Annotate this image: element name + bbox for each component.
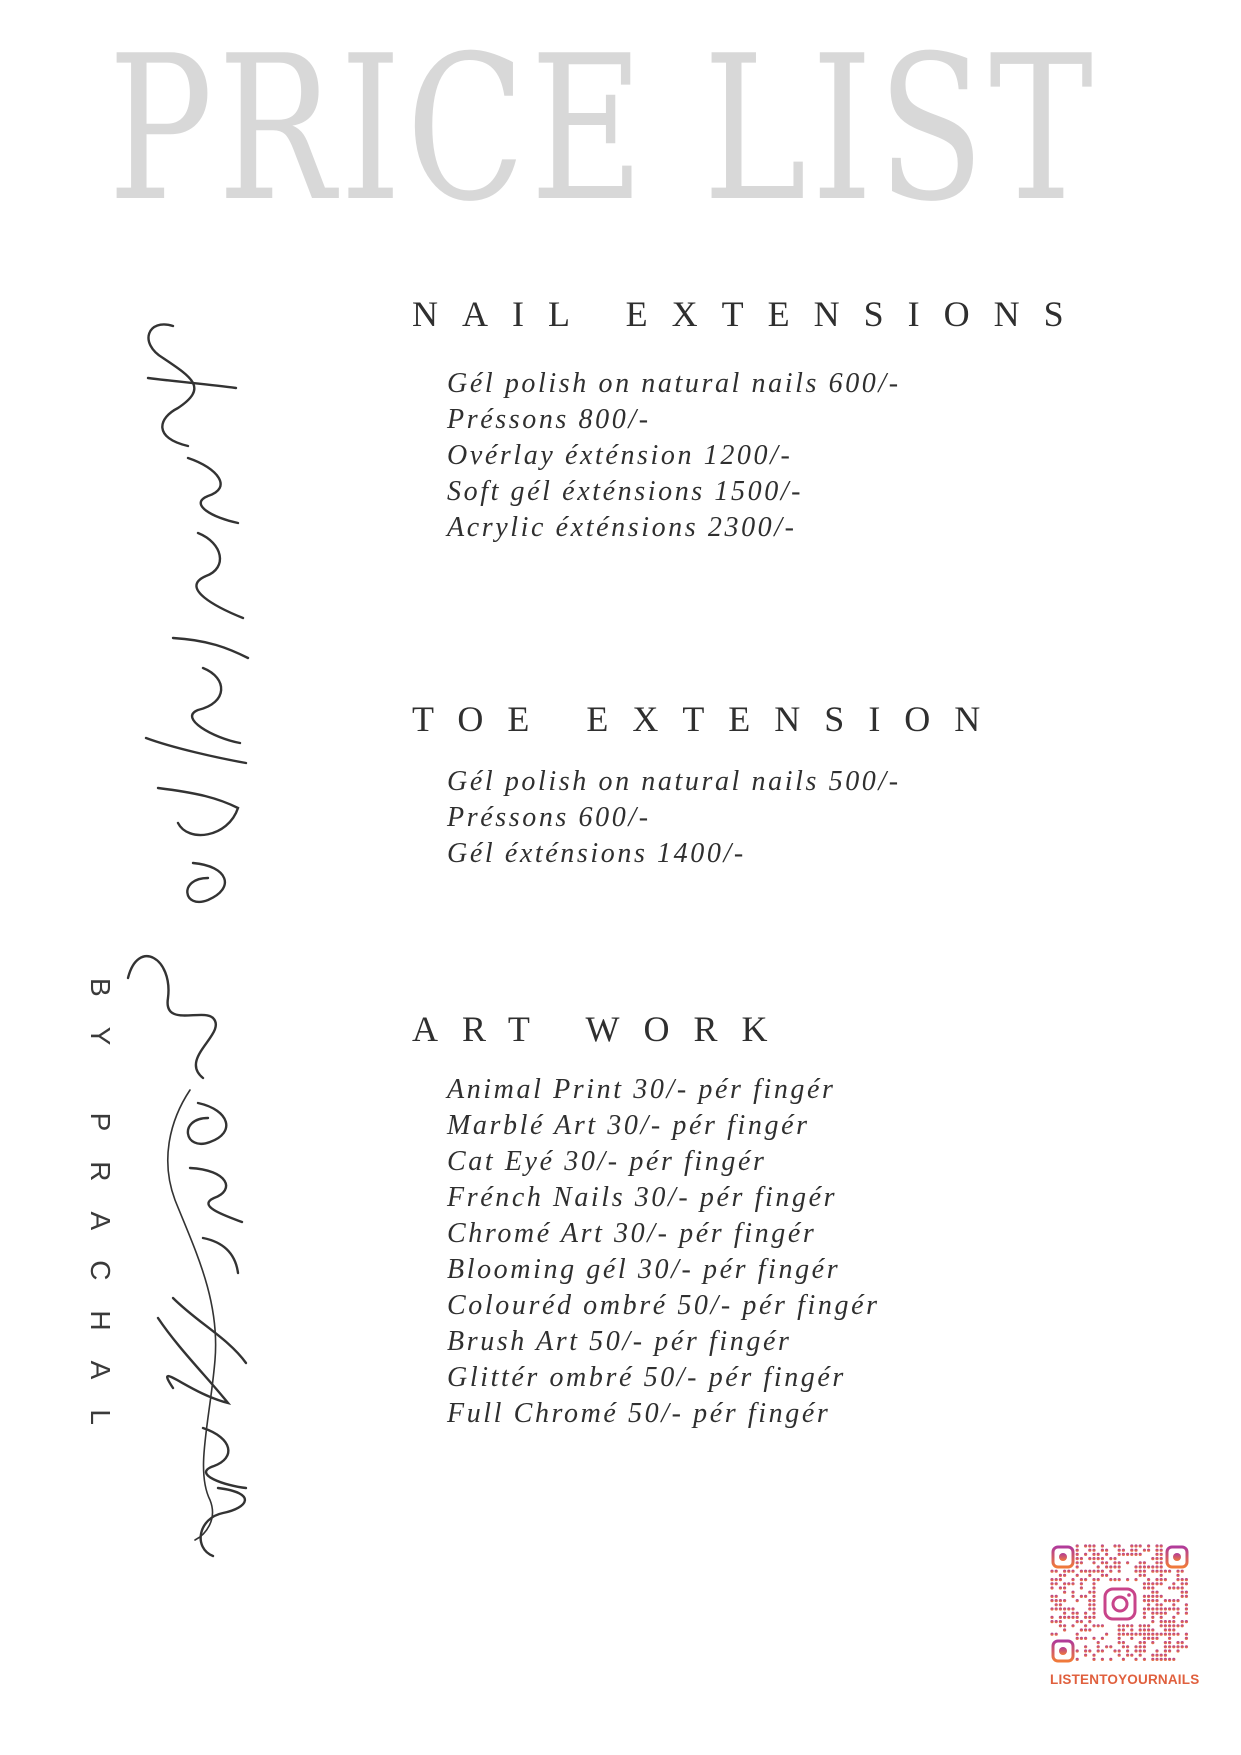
list-item: Acrylic éxténsions 2300/- xyxy=(447,512,797,543)
list-item: Soft gél éxténsions 1500/- xyxy=(447,476,804,507)
list-item: Gél polish on natural nails 500/- xyxy=(447,766,901,797)
list-item: Préssons 800/- xyxy=(447,404,651,435)
list-item: Préssons 600/- xyxy=(447,802,651,833)
qr-code[interactable] xyxy=(1050,1544,1190,1664)
section-heading-nail-extensions: NAIL EXTENSIONS xyxy=(412,294,1088,334)
signature-flourish xyxy=(150,1080,250,1550)
section-heading-toe-extension: TOE EXTENSION xyxy=(412,699,1005,739)
art-work-list xyxy=(447,1072,880,1432)
list-item: Frénch Nails 30/- pér fingér xyxy=(447,1182,838,1213)
list-item: Gél éxténsions 1400/- xyxy=(447,838,746,869)
toe-extension-list xyxy=(447,764,901,872)
list-item: Full Chromé 50/- pér fingér xyxy=(447,1398,831,1429)
qr-code-block[interactable] xyxy=(1050,1544,1200,1687)
page-title: PRICE LIST xyxy=(108,13,1098,246)
list-item: Chromé Art 30/- pér fingér xyxy=(447,1218,817,1249)
instagram-icon xyxy=(1101,1586,1139,1622)
instagram-handle: LISTENTOYOURNAILS xyxy=(1050,1672,1200,1687)
list-item: Marblé Art 30/- pér fingér xyxy=(447,1110,810,1141)
section-heading-art-work: ART WORK xyxy=(412,1009,792,1049)
byline: BY PRACHAL xyxy=(85,978,116,1455)
list-item: Brush Art 50/- pér fingér xyxy=(447,1326,792,1357)
list-item: Colouréd ombré 50/- pér fingér xyxy=(447,1290,880,1321)
list-item: Glittér ombré 50/- pér fingér xyxy=(447,1362,846,1393)
list-item: Cat Eyé 30/- pér fingér xyxy=(447,1146,767,1177)
list-item: Ovérlay éxténsion 1200/- xyxy=(447,440,793,471)
list-item: Animal Print 30/- pér fingér xyxy=(447,1074,836,1105)
list-item: Gél polish on natural nails 600/- xyxy=(447,368,901,399)
nail-extensions-list xyxy=(447,366,901,546)
list-item: Blooming gél 30/- pér fingér xyxy=(447,1254,841,1285)
